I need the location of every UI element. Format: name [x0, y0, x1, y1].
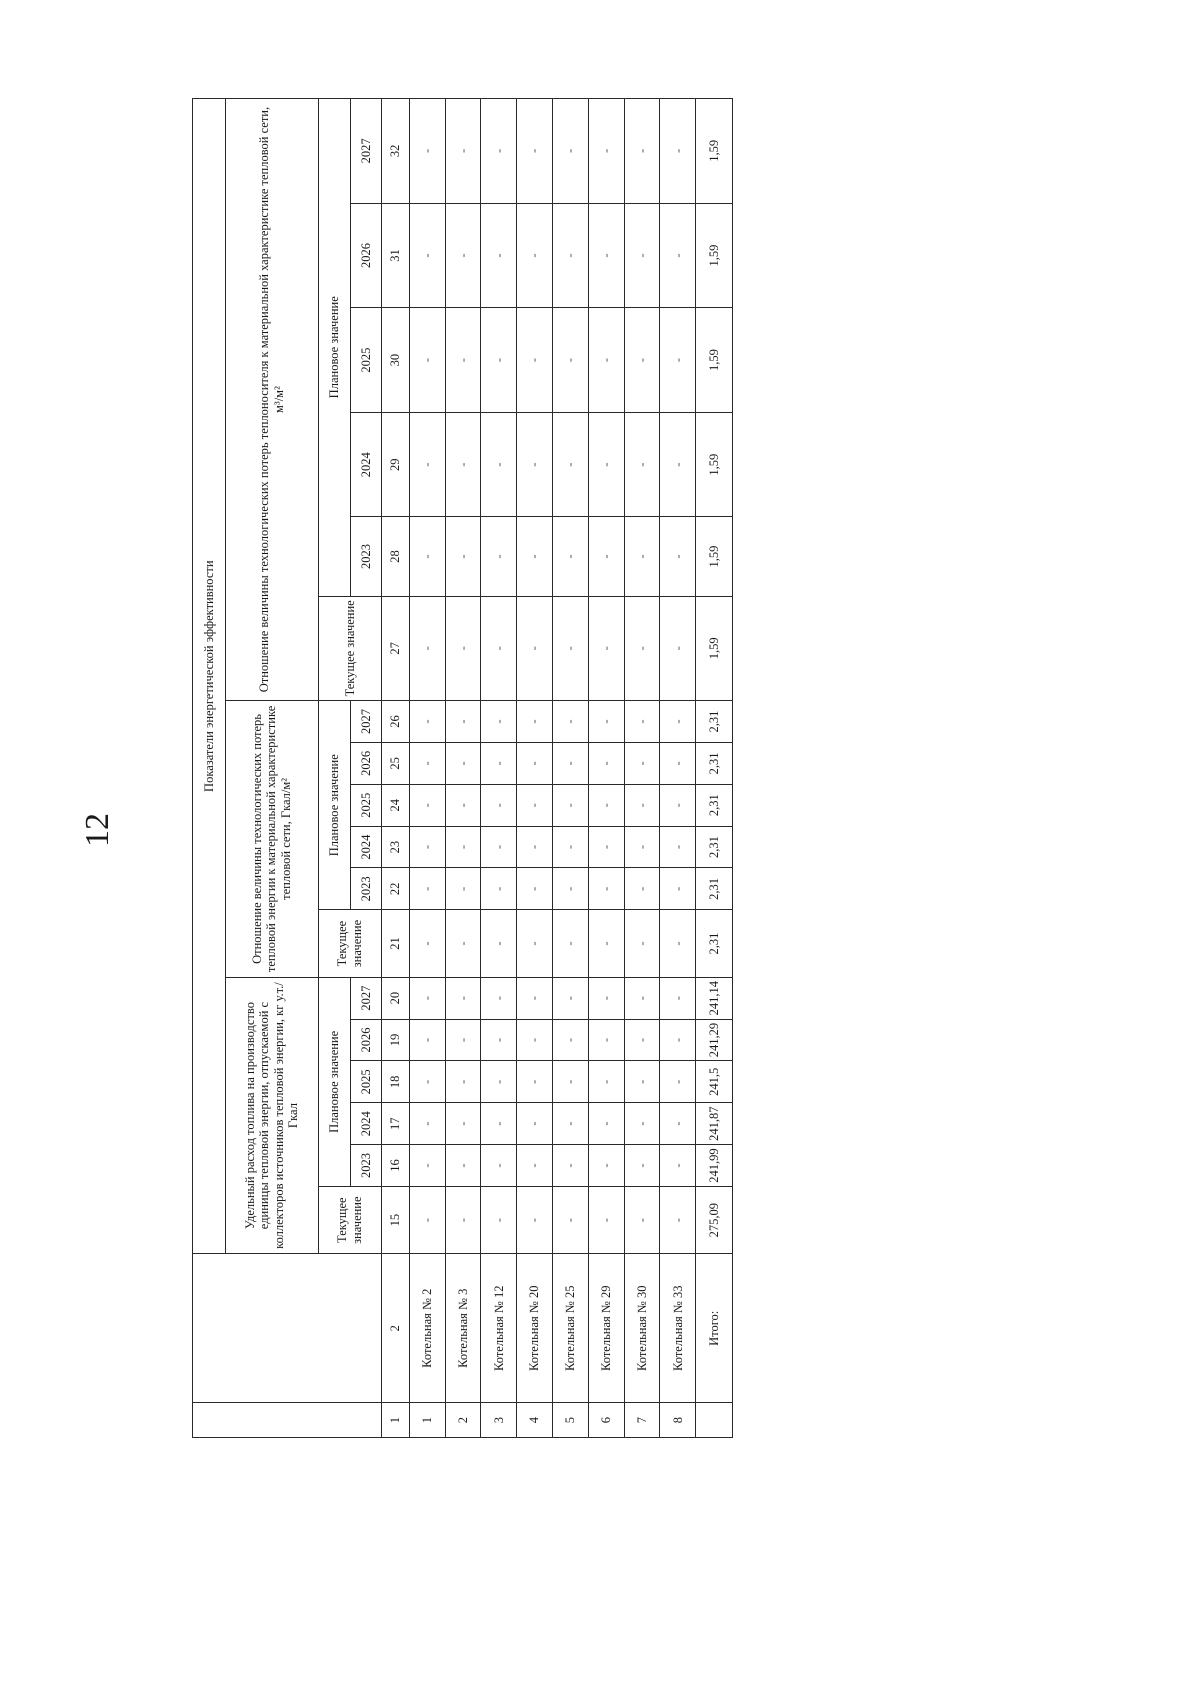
empty-value-cell: - [481, 308, 517, 413]
empty-value-cell: - [552, 910, 588, 977]
total-value: 241,87 [696, 1103, 733, 1145]
empty-value-cell: - [660, 868, 696, 910]
empty-value-cell: - [445, 1145, 481, 1187]
empty-value-cell: - [517, 910, 553, 977]
table-row [517, 99, 553, 1438]
rotated-table-area [192, 98, 733, 1438]
empty-value-cell: - [660, 203, 696, 308]
total-value: 275,09 [696, 1186, 733, 1253]
object-name: Котельная № 25 [552, 1254, 588, 1403]
empty-value-cell: - [481, 742, 517, 784]
ind2-planned-label: Плановое значение [318, 701, 351, 910]
total-value: 241,29 [696, 1019, 733, 1061]
empty-value-cell: - [660, 1019, 696, 1061]
empty-value-cell: - [517, 1061, 553, 1103]
numbering-cell: 31 [381, 203, 409, 308]
empty-value-cell: - [588, 1145, 624, 1187]
empty-value-cell: - [588, 701, 624, 743]
rotated-table-frame [192, 98, 733, 1438]
numbering-cell: 26 [381, 701, 409, 743]
page-number: 12 [79, 813, 116, 847]
empty-value-cell: - [588, 826, 624, 868]
empty-value-cell: - [552, 1019, 588, 1061]
empty-value-cell: - [409, 203, 445, 308]
empty-value-cell: - [588, 596, 624, 701]
empty-value-cell: - [624, 99, 660, 204]
total-value: 1,59 [696, 412, 733, 517]
empty-value-cell: - [481, 596, 517, 701]
empty-value-cell: - [517, 596, 553, 701]
empty-value-cell: - [624, 1145, 660, 1187]
total-value: 2,31 [696, 742, 733, 784]
empty-value-cell: - [624, 412, 660, 517]
empty-value-cell: - [588, 784, 624, 826]
empty-value-cell: - [660, 1145, 696, 1187]
numbering-cell: 19 [381, 1019, 409, 1061]
empty-value-cell: - [588, 1019, 624, 1061]
numbering-cell: 15 [381, 1186, 409, 1253]
row-number: 4 [517, 1403, 553, 1438]
empty-value-cell: - [517, 412, 553, 517]
total-value: 2,31 [696, 701, 733, 743]
numbering-cell: 27 [381, 596, 409, 701]
numbering-row [381, 99, 409, 1438]
object-name: Котельная № 33 [660, 1254, 696, 1403]
table-row [588, 99, 624, 1438]
empty-value-cell: - [481, 868, 517, 910]
ind2-current-label: Текущее значение [318, 910, 381, 977]
empty-value-cell: - [660, 99, 696, 204]
empty-value-cell: - [445, 1103, 481, 1145]
ind3-year: 2027 [351, 99, 381, 204]
empty-value-cell: - [517, 308, 553, 413]
row-number: 8 [660, 1403, 696, 1438]
empty-value-cell: - [624, 308, 660, 413]
empty-value-cell: - [409, 1061, 445, 1103]
empty-value-cell: - [552, 868, 588, 910]
empty-value-cell: - [517, 517, 553, 596]
ind1-year: 2025 [351, 1061, 381, 1103]
empty-value-cell: - [517, 1019, 553, 1061]
empty-value-cell: - [481, 203, 517, 308]
empty-value-cell: - [588, 1103, 624, 1145]
indicator-1-title: Удельный расход топлива на производство единицы тепловой энергии, отпускаемой с коллекторов источников тепловой энергии, кг у.т./Гкал [225, 977, 318, 1254]
empty-value-cell: - [445, 784, 481, 826]
empty-value-cell: - [409, 308, 445, 413]
total-value: 1,59 [696, 99, 733, 204]
total-no-cell [696, 1403, 733, 1438]
row-number: 7 [624, 1403, 660, 1438]
total-value: 241,14 [696, 977, 733, 1019]
empty-value-cell: - [409, 701, 445, 743]
numbering-cell: 2 [381, 1254, 409, 1403]
ind1-year: 2023 [351, 1145, 381, 1187]
total-value: 2,31 [696, 826, 733, 868]
empty-value-cell: - [624, 203, 660, 308]
col-name-header [193, 1254, 382, 1403]
ind3-planned-label: Плановое значение [318, 99, 351, 597]
total-value: 2,31 [696, 868, 733, 910]
ind1-planned-label: Плановое значение [318, 977, 351, 1186]
empty-value-cell: - [552, 1145, 588, 1187]
empty-value-cell: - [588, 910, 624, 977]
empty-value-cell: - [624, 1019, 660, 1061]
empty-value-cell: - [409, 784, 445, 826]
empty-value-cell: - [517, 99, 553, 204]
ind2-year: 2023 [351, 868, 381, 910]
empty-value-cell: - [624, 1061, 660, 1103]
empty-value-cell: - [517, 1103, 553, 1145]
total-value: 1,59 [696, 596, 733, 701]
numbering-cell: 16 [381, 1145, 409, 1187]
numbering-cell: 21 [381, 910, 409, 977]
numbering-cell: 30 [381, 308, 409, 413]
empty-value-cell: - [481, 1019, 517, 1061]
total-value: 2,31 [696, 784, 733, 826]
empty-value-cell: - [409, 977, 445, 1019]
empty-value-cell: - [445, 412, 481, 517]
ind3-year: 2023 [351, 517, 381, 596]
empty-value-cell: - [588, 203, 624, 308]
table-row [660, 99, 696, 1438]
empty-value-cell: - [624, 977, 660, 1019]
empty-value-cell: - [409, 412, 445, 517]
object-name: Котельная № 20 [517, 1254, 553, 1403]
numbering-cell: 22 [381, 868, 409, 910]
empty-value-cell: - [588, 1061, 624, 1103]
empty-value-cell: - [445, 868, 481, 910]
empty-value-cell: - [552, 701, 588, 743]
empty-value-cell: - [552, 1103, 588, 1145]
empty-value-cell: - [481, 977, 517, 1019]
object-name: Котельная № 12 [481, 1254, 517, 1403]
empty-value-cell: - [624, 742, 660, 784]
ind3-year: 2024 [351, 412, 381, 517]
empty-value-cell: - [409, 1019, 445, 1061]
empty-value-cell: - [409, 1145, 445, 1187]
ind3-year: 2025 [351, 308, 381, 413]
total-value: 241,5 [696, 1061, 733, 1103]
numbering-cell: 20 [381, 977, 409, 1019]
table-row [409, 99, 445, 1438]
group-header: Показатели энергетической эффективности [193, 99, 226, 1254]
empty-value-cell: - [624, 910, 660, 977]
ind2-year: 2026 [351, 742, 381, 784]
empty-value-cell: - [445, 1061, 481, 1103]
empty-value-cell: - [517, 868, 553, 910]
empty-value-cell: - [517, 784, 553, 826]
row-number: 2 [445, 1403, 481, 1438]
ind2-year: 2024 [351, 826, 381, 868]
empty-value-cell: - [588, 517, 624, 596]
empty-value-cell: - [445, 826, 481, 868]
total-value: 1,59 [696, 308, 733, 413]
empty-value-cell: - [409, 868, 445, 910]
empty-value-cell: - [588, 742, 624, 784]
total-value: 241,99 [696, 1145, 733, 1187]
empty-value-cell: - [445, 596, 481, 701]
empty-value-cell: - [445, 517, 481, 596]
empty-value-cell: - [481, 784, 517, 826]
numbering-cell: 23 [381, 826, 409, 868]
total-label: Итого: [696, 1254, 733, 1403]
empty-value-cell: - [517, 1145, 553, 1187]
empty-value-cell: - [517, 742, 553, 784]
empty-value-cell: - [624, 701, 660, 743]
empty-value-cell: - [445, 308, 481, 413]
empty-value-cell: - [660, 701, 696, 743]
table-row [552, 99, 588, 1438]
empty-value-cell: - [552, 596, 588, 701]
empty-value-cell: - [409, 826, 445, 868]
ind2-year: 2027 [351, 701, 381, 743]
empty-value-cell: - [552, 784, 588, 826]
empty-value-cell: - [552, 742, 588, 784]
row-number: 3 [481, 1403, 517, 1438]
empty-value-cell: - [445, 977, 481, 1019]
empty-value-cell: - [588, 977, 624, 1019]
empty-value-cell: - [409, 1186, 445, 1253]
empty-value-cell: - [660, 596, 696, 701]
empty-value-cell: - [588, 868, 624, 910]
empty-value-cell: - [481, 412, 517, 517]
empty-value-cell: - [588, 308, 624, 413]
energy-efficiency-table [192, 98, 733, 1438]
empty-value-cell: - [445, 99, 481, 204]
empty-value-cell: - [624, 826, 660, 868]
object-name: Котельная № 29 [588, 1254, 624, 1403]
empty-value-cell: - [445, 910, 481, 977]
total-value: 2,31 [696, 910, 733, 977]
empty-value-cell: - [409, 517, 445, 596]
empty-value-cell: - [445, 203, 481, 308]
empty-value-cell: - [517, 977, 553, 1019]
empty-value-cell: - [660, 826, 696, 868]
object-name: Котельная № 2 [409, 1254, 445, 1403]
empty-value-cell: - [445, 742, 481, 784]
empty-value-cell: - [481, 701, 517, 743]
empty-value-cell: - [588, 412, 624, 517]
empty-value-cell: - [660, 1103, 696, 1145]
empty-value-cell: - [624, 517, 660, 596]
empty-value-cell: - [624, 1186, 660, 1253]
empty-value-cell: - [409, 596, 445, 701]
empty-value-cell: - [660, 742, 696, 784]
numbering-cell: 18 [381, 1061, 409, 1103]
row-number: 6 [588, 1403, 624, 1438]
empty-value-cell: - [660, 1061, 696, 1103]
empty-value-cell: - [409, 910, 445, 977]
ind1-current-label: Текущее значение [318, 1186, 381, 1253]
col-no-header [193, 1403, 382, 1438]
empty-value-cell: - [481, 1145, 517, 1187]
empty-value-cell: - [517, 701, 553, 743]
empty-value-cell: - [481, 1061, 517, 1103]
empty-value-cell: - [481, 826, 517, 868]
empty-value-cell: - [552, 308, 588, 413]
empty-value-cell: - [445, 1019, 481, 1061]
empty-value-cell: - [552, 1186, 588, 1253]
indicator-3-title: Отношение величины технологических потерь теплоносителя к материальной характеристике тепловой сети, м³/м² [225, 99, 318, 701]
numbering-cell: 32 [381, 99, 409, 204]
total-value: 1,59 [696, 517, 733, 596]
empty-value-cell: - [517, 203, 553, 308]
empty-value-cell: - [588, 99, 624, 204]
numbering-cell: 24 [381, 784, 409, 826]
empty-value-cell: - [660, 517, 696, 596]
empty-value-cell: - [552, 1061, 588, 1103]
empty-value-cell: - [552, 99, 588, 204]
table-row [445, 99, 481, 1438]
empty-value-cell: - [445, 701, 481, 743]
empty-value-cell: - [481, 1186, 517, 1253]
total-row [696, 99, 733, 1438]
table-row [481, 99, 517, 1438]
empty-value-cell: - [624, 868, 660, 910]
indicator-2-title: Отношение величины технологических потерь тепловой энергии к материальной характеристике тепловой сети, Гкал/м² [225, 701, 318, 978]
empty-value-cell: - [445, 1186, 481, 1253]
empty-value-cell: - [481, 517, 517, 596]
empty-value-cell: - [660, 977, 696, 1019]
total-value: 1,59 [696, 203, 733, 308]
empty-value-cell: - [660, 1186, 696, 1253]
ind1-year: 2027 [351, 977, 381, 1019]
ind1-year: 2026 [351, 1019, 381, 1061]
empty-value-cell: - [552, 412, 588, 517]
empty-value-cell: - [552, 826, 588, 868]
empty-value-cell: - [660, 784, 696, 826]
empty-value-cell: - [588, 1186, 624, 1253]
numbering-cell: 25 [381, 742, 409, 784]
numbering-cell: 29 [381, 412, 409, 517]
empty-value-cell: - [517, 826, 553, 868]
empty-value-cell: - [409, 99, 445, 204]
empty-value-cell: - [552, 977, 588, 1019]
empty-value-cell: - [660, 308, 696, 413]
ind1-year: 2024 [351, 1103, 381, 1145]
empty-value-cell: - [660, 910, 696, 977]
empty-value-cell: - [409, 1103, 445, 1145]
numbering-cell: 17 [381, 1103, 409, 1145]
ind3-year: 2026 [351, 203, 381, 308]
object-name: Котельная № 30 [624, 1254, 660, 1403]
empty-value-cell: - [481, 1103, 517, 1145]
object-name: Котельная № 3 [445, 1254, 481, 1403]
row-number: 5 [552, 1403, 588, 1438]
empty-value-cell: - [517, 1186, 553, 1253]
empty-value-cell: - [409, 742, 445, 784]
ind2-year: 2025 [351, 784, 381, 826]
empty-value-cell: - [660, 412, 696, 517]
empty-value-cell: - [624, 784, 660, 826]
row-number: 1 [409, 1403, 445, 1438]
empty-value-cell: - [481, 99, 517, 204]
empty-value-cell: - [481, 910, 517, 977]
empty-value-cell: - [552, 517, 588, 596]
empty-value-cell: - [624, 596, 660, 701]
numbering-cell: 28 [381, 517, 409, 596]
empty-value-cell: - [624, 1103, 660, 1145]
ind3-current-label: Текущее значение [318, 596, 381, 701]
table-row [624, 99, 660, 1438]
empty-value-cell: - [552, 203, 588, 308]
numbering-cell: 1 [381, 1403, 409, 1438]
